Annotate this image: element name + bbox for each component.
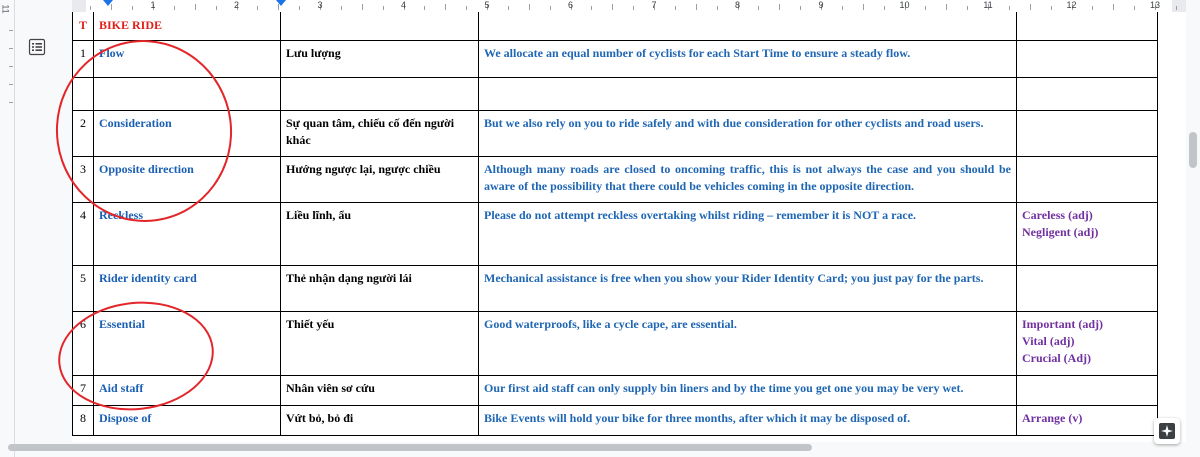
table-row xyxy=(73,266,1158,312)
ruler-number: 12 xyxy=(1066,0,1077,10)
row-related xyxy=(1017,78,1158,111)
row-number: 6 xyxy=(73,312,94,376)
row-related xyxy=(1017,376,1158,406)
row-meaning: Lưu lượng xyxy=(281,41,479,78)
table-row xyxy=(73,41,1158,78)
sparkle-icon xyxy=(1158,422,1176,440)
document-page xyxy=(72,12,1186,442)
row-example: But we also rely on you to ride safely and with due consideration for other cyclists and road users. xyxy=(479,111,1017,157)
row-related xyxy=(1017,266,1158,312)
row-example: Mechanical assistance is free when you show your Rider Identity Card; you just pay for the parts. xyxy=(479,266,1017,312)
row-meaning: Thiết yếu xyxy=(281,312,479,376)
row-number: 7 xyxy=(73,376,94,406)
ruler-number: 8 xyxy=(734,0,741,10)
row-related: Careless (adj) Negligent (adj) xyxy=(1017,203,1158,266)
row-number: 4 xyxy=(73,203,94,266)
header-number: T xyxy=(73,12,94,41)
table-row xyxy=(73,376,1158,406)
row-number: 8 xyxy=(73,406,94,436)
ruler-number: 10 xyxy=(899,0,910,10)
row-number: 2 xyxy=(73,111,94,157)
vertical-ruler xyxy=(0,0,15,457)
row-example: Please do not attempt reckless overtaking whilst riding – remember it is NOT a race. xyxy=(479,203,1017,266)
row-example: Bike Events will hold your bike for three months, after which it may be disposed of. xyxy=(479,406,1017,436)
row-term: Reckless xyxy=(94,203,281,266)
header-term: BIKE RIDE xyxy=(94,12,281,41)
ruler-number: 3 xyxy=(317,0,323,10)
row-term: Consideration xyxy=(94,111,281,157)
row-example: Good waterproofs, like a cycle cape, are essential. xyxy=(479,312,1017,376)
table-row xyxy=(73,406,1158,436)
vertical-scrollbar-thumb[interactable] xyxy=(1189,132,1197,168)
ruler-number: 4 xyxy=(400,0,407,10)
header-meaning xyxy=(281,12,479,41)
vertical-ruler-number: 11 xyxy=(0,4,11,14)
ruler-number: 7 xyxy=(651,0,657,10)
row-example xyxy=(479,78,1017,111)
row-example: Our first aid staff can only supply bin liners and by the time you get one you may be very wet. xyxy=(479,376,1017,406)
ruler-number: 9 xyxy=(818,0,824,10)
header-related xyxy=(1017,12,1158,41)
table-header-row xyxy=(73,12,1158,41)
row-term: Aid staff xyxy=(94,376,281,406)
row-number: 3 xyxy=(73,157,94,203)
row-number xyxy=(73,78,94,111)
ruler-number: 5 xyxy=(484,0,490,10)
row-related xyxy=(1017,41,1158,78)
row-related: Important (adj) Vital (adj) Crucial (Adj) xyxy=(1017,312,1158,376)
ruler-number: 6 xyxy=(567,0,574,10)
horizontal-scrollbar-thumb[interactable] xyxy=(8,444,812,451)
row-meaning xyxy=(281,78,479,111)
row-example: We allocate an equal number of cyclists for each Start Time to ensure a steady flow. xyxy=(479,41,1017,78)
row-term xyxy=(94,78,281,111)
row-term: Flow xyxy=(94,41,281,78)
header-example xyxy=(479,12,1017,41)
row-term: Dispose of xyxy=(94,406,281,436)
row-related: Arrange (v) xyxy=(1017,406,1158,436)
outline-list-icon xyxy=(26,36,48,58)
row-meaning: Nhân viên sơ cứu xyxy=(281,376,479,406)
ruler-number: 2 xyxy=(233,0,240,10)
vocabulary-table xyxy=(72,12,1158,436)
table-row xyxy=(73,157,1158,203)
ruler-number: 13 xyxy=(1149,0,1161,10)
row-term: Essential xyxy=(94,312,281,376)
row-number: 5 xyxy=(73,266,94,312)
document-outline-button[interactable] xyxy=(26,36,48,58)
table-row xyxy=(73,111,1158,157)
row-meaning: Thẻ nhận dạng người lái xyxy=(281,266,479,312)
row-meaning: Sự quan tâm, chiếu cố đến người khác xyxy=(281,111,479,157)
row-number: 1 xyxy=(73,41,94,78)
vertical-scrollbar[interactable] xyxy=(1186,12,1200,442)
explore-button[interactable] xyxy=(1154,418,1180,444)
row-term: Rider identity card xyxy=(94,266,281,312)
row-example: Although many roads are closed to oncoming traffic, this is not always the case and you should be aware of the possibility that there could be vehicles coming in the opposite direction. xyxy=(479,157,1017,203)
row-meaning: Hướng ngược lại, ngược chiều xyxy=(281,157,479,203)
row-term: Opposite direction xyxy=(94,157,281,203)
row-meaning: Vứt bỏ, bỏ đi xyxy=(281,406,479,436)
table-row xyxy=(73,312,1158,376)
ruler-number: 1 xyxy=(150,0,156,10)
row-meaning: Liều lĩnh, ẩu xyxy=(281,203,479,266)
table-row-empty xyxy=(73,78,1158,111)
ruler-number: 11 xyxy=(983,0,993,10)
table-row xyxy=(73,203,1158,266)
row-related xyxy=(1017,111,1158,157)
row-related xyxy=(1017,157,1158,203)
